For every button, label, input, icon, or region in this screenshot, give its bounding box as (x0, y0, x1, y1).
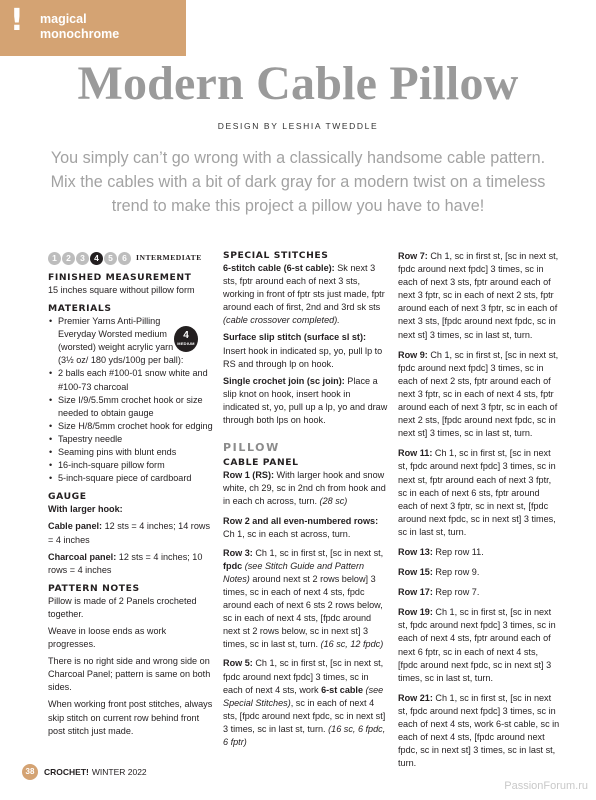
row-count: (28 sc) (319, 496, 348, 507)
list-item-text: Premier Yarns Anti-Pilling Everyday Worsted medium (worsted) weight acrylic yarn (3½ oz/ 180 yds/100g per ball): (58, 316, 184, 366)
row-label: Row 13: (398, 546, 433, 557)
list-item-text: 2 balls each #100-01 snow white and #100-73 charcoal (58, 368, 208, 392)
skill-level-3-icon: 3 (76, 252, 89, 265)
skill-level-label: INTERMEDIATE (136, 253, 202, 263)
page-title: Modern Cable Pillow (77, 57, 519, 110)
stitch-text: Insert hook in indicated sp, yo, pull lp to RS and through lp on hook. (223, 345, 383, 369)
skill-level-2-icon: 2 (62, 252, 75, 265)
row-15 (398, 566, 560, 579)
skill-level-1-icon: 1 (48, 252, 61, 265)
gauge-charcoal-text: 12 sts = 4 inches; 10 rows = 4 inches (48, 551, 203, 575)
column-1 (48, 250, 214, 742)
row-label: Row 9: (398, 349, 428, 360)
yarn-balls (48, 367, 214, 393)
skill-level (48, 250, 214, 266)
row-label: Row 3: (223, 547, 253, 558)
list-item (48, 446, 214, 459)
row-count: (16 sc, 6 fpdc, 6 fptr) (223, 723, 386, 747)
page-number: 38 (22, 764, 38, 780)
row-13 (398, 546, 560, 559)
row-11 (398, 447, 560, 539)
yarn-weight-number: 4 (183, 330, 189, 341)
special-stitch-3 (223, 375, 389, 427)
list-item-text: 5-inch-square piece of cardboard (58, 473, 192, 484)
gauge-heading: GAUGE (48, 491, 87, 503)
column-2 (223, 250, 389, 753)
exclamation-icon: ! (10, 3, 24, 38)
stitch-text: Place a slip knot on hook, insert hook in indicated st, yo, pull up a lp, yo and draw through both lps on hook. (223, 375, 388, 426)
list-item-text: Tapestry needle (58, 433, 123, 444)
row-label: Row 17: (398, 587, 433, 598)
special-stitch-2 (223, 331, 389, 370)
row-text: around next st 2 rows below] 3 times, sc in each of next 4 sts, fpdc around each of next 6 sts 2 rows below, sc in each of next 4 sts, [fpdc around next st 2 rows below, sc in next st] 3 times, sc in last st, turn. (223, 573, 383, 650)
list-item (48, 472, 214, 485)
list-item-text: 16-inch-square pillow form (58, 460, 165, 471)
row-text: , sc in each of next 4 sts, [fpdc around next fpdc, sc in next st] 3 times, sc in last st, turn. (223, 697, 386, 734)
skill-level-4-icon: 4 (90, 252, 103, 265)
row-3 (223, 547, 389, 652)
list-item (48, 459, 214, 472)
row-7 (398, 250, 560, 342)
row-text: Ch 1, sc in first st, [sc in next st, fpdc around next fpdc] 3 times, sc in each of next 3 sts, fptr around each of next 3 fptr, sc in each of next 2 sts, fptr around each of next 3 fptr, sc in each of next 3 sts, [fpdc around next fpdc, sc in next st] 3 times, sc in last st, turn. (398, 251, 559, 340)
cable-panel-heading: CABLE PANEL (223, 457, 299, 469)
column-3 (398, 250, 560, 774)
row-label: Row 11: (398, 448, 433, 459)
list-item (48, 420, 214, 433)
materials-list (48, 315, 214, 485)
row-text: Ch 1, sc in each st across, turn. (223, 528, 351, 539)
row-text: Ch 1, sc in first st, [sc in next st, (252, 547, 384, 558)
gauge-charcoal-label: Charcoal panel: (48, 551, 117, 562)
row-1 (223, 469, 389, 508)
gauge-cable (48, 520, 214, 546)
note-2: Weave in loose ends as work progresses. (48, 625, 167, 650)
row-text: Rep row 9. (432, 567, 480, 578)
stitch-text: Sk next 3 sts, fptr around each of next 3 sts, working in front of fptr sts just made, fptr around each of first, 2nd and 3rd sk sts (223, 263, 385, 313)
magazine-name: CROCHET! (44, 767, 89, 777)
designer-byline: DESIGN BY LESHIA TWEDDLE (217, 121, 379, 131)
section-label-line1: magical (40, 12, 87, 26)
row-text: Ch 1, sc in first st, [sc in next st, fpdc around next fpdc] 3 times, sc in next st, fptr around each of next 3 fptr, sc in each of next 6 sts, fptr around each of next 3 fptr, sc in next st, [fpdc around next fpdc, sc in next st] 3 times, sc in last st, turn. (398, 448, 556, 537)
stitch-label: Single crochet join (sc join): (223, 375, 345, 386)
materials-heading: MATERIALS (48, 303, 112, 315)
row-text: Ch 1, sc in first st, [sc in next st, fpdc around next fpdc] 3 times, sc in each of next 4 sts, fptr around each of next 6 fptr, sc in each of next 4 sts, [fpdc around next fpdc, sc in next st] 3 times, sc in last st, turn. (398, 607, 556, 683)
intro-text: You simply can’t go wrong with a classically handsome cable pattern. Mix the cables with a bit of dark gray for a modern twist on a timeless trend to make this project a pillow you have to have! (50, 149, 546, 215)
list-item (48, 315, 214, 367)
row-21 (398, 692, 560, 771)
row-5 (223, 657, 389, 749)
row-label: Row 2 and all even-numbered rows: (223, 515, 379, 526)
row-text: Ch 1, sc in first st, [sc in next st, fpdc around next fpdc] 3 times, sc in each of next 2 sts, fptr around each of next 3 fptr, sc in each of next 4 sts, fptr around each of next 3 fptr, sc in each of next 2 sts, [fpdc around next fpdc, sc in next st] 3 times, sc in last st, turn. (398, 349, 559, 439)
note-1: Pillow is made of 2 Panels crocheted together. (48, 595, 197, 619)
row-label: Row 7: (398, 251, 428, 261)
skill-level-5-icon: 5 (104, 252, 117, 265)
row-text: Ch 1, sc in first st, [sc in next st, fpdc around next fpdc] 3 times, sc in each of next 4 sts, work 6-st cable, sc in each of next 4 sts, [fpdc around next fpdc, sc in next st] 3 times, sc in last st, turn. (398, 692, 560, 769)
stitch-label: 6-stitch cable (6-st cable): (223, 263, 335, 273)
row-label: Row 19: (398, 607, 433, 618)
row-text: With larger hook and snow white, ch 29, sc in 2nd ch from hook and in each ch across, turn. (223, 470, 386, 507)
note-3: There is no right side and wrong side on Charcoal Panel; pattern is same on both sides. (48, 656, 211, 693)
yarn-weight-label: MEDIUM (177, 341, 195, 346)
issue-date: WINTER 2022 (91, 767, 147, 777)
special-stitches-heading: SPECIAL STITCHES (223, 250, 329, 261)
row-2 (223, 515, 389, 541)
row-label: Row 15: (398, 567, 433, 578)
notes-heading: PATTERN NOTES (48, 582, 140, 594)
row-label: Row 21: (398, 692, 433, 703)
special-stitch-1 (223, 262, 389, 327)
row-17 (398, 586, 560, 599)
section-tab (0, 0, 186, 56)
row-term: fpdc (223, 560, 243, 571)
list-item-text: Seaming pins with blunt ends (58, 447, 177, 458)
skill-level-6-icon: 6 (118, 252, 131, 265)
page-footer (22, 764, 147, 780)
list-item-text: Size I/9/5.5mm crochet hook or size needed to obtain gauge (58, 394, 203, 418)
row-note: (see Special Stitches) (223, 684, 384, 708)
finished-heading: FINISHED MEASUREMENT (48, 272, 192, 283)
row-text: Rep row 11. (432, 546, 484, 557)
section-label-line2: monochrome (40, 27, 120, 41)
finished-text: 15 inches square without pillow form (48, 285, 195, 295)
gauge-cable-label: Cable panel: (48, 521, 103, 532)
watermark: PassionForum.ru (504, 780, 588, 792)
row-note: (see Stitch Guide and Pattern Notes) (223, 560, 365, 584)
gauge-charcoal (48, 551, 214, 577)
row-text: Rep row 7. (432, 587, 480, 598)
stitch-label: Surface slip stitch (surface sl st): (223, 332, 367, 343)
row-label: Row 1 (RS): (223, 470, 275, 481)
list-item (48, 394, 214, 420)
stitch-note: (cable crossover completed). (223, 315, 340, 326)
list-item-text: Size H/8/5mm crochet hook for edging (58, 420, 213, 431)
row-text: Ch 1, sc in first st, [sc in next st, fpdc around next fpdc] 3 times, sc in each of next 4 sts, work (223, 658, 384, 695)
gauge-subheading: With larger hook: (48, 504, 123, 515)
row-label: Row 5: (223, 658, 253, 669)
list-item (48, 433, 214, 446)
gauge-cable-text: 12 sts = 4 inches; 14 rows = 4 inches (48, 521, 210, 545)
row-9 (398, 349, 560, 441)
note-4: When working front post stitches, always skip stitch on current row behind front post stitch just made. (48, 699, 213, 736)
row-term: 6-st cable (321, 684, 364, 695)
pillow-heading: PILLOW (223, 441, 280, 455)
row-19 (398, 606, 560, 685)
section-label (40, 12, 119, 42)
row-count: (16 sc, 12 fpdc) (320, 639, 384, 650)
